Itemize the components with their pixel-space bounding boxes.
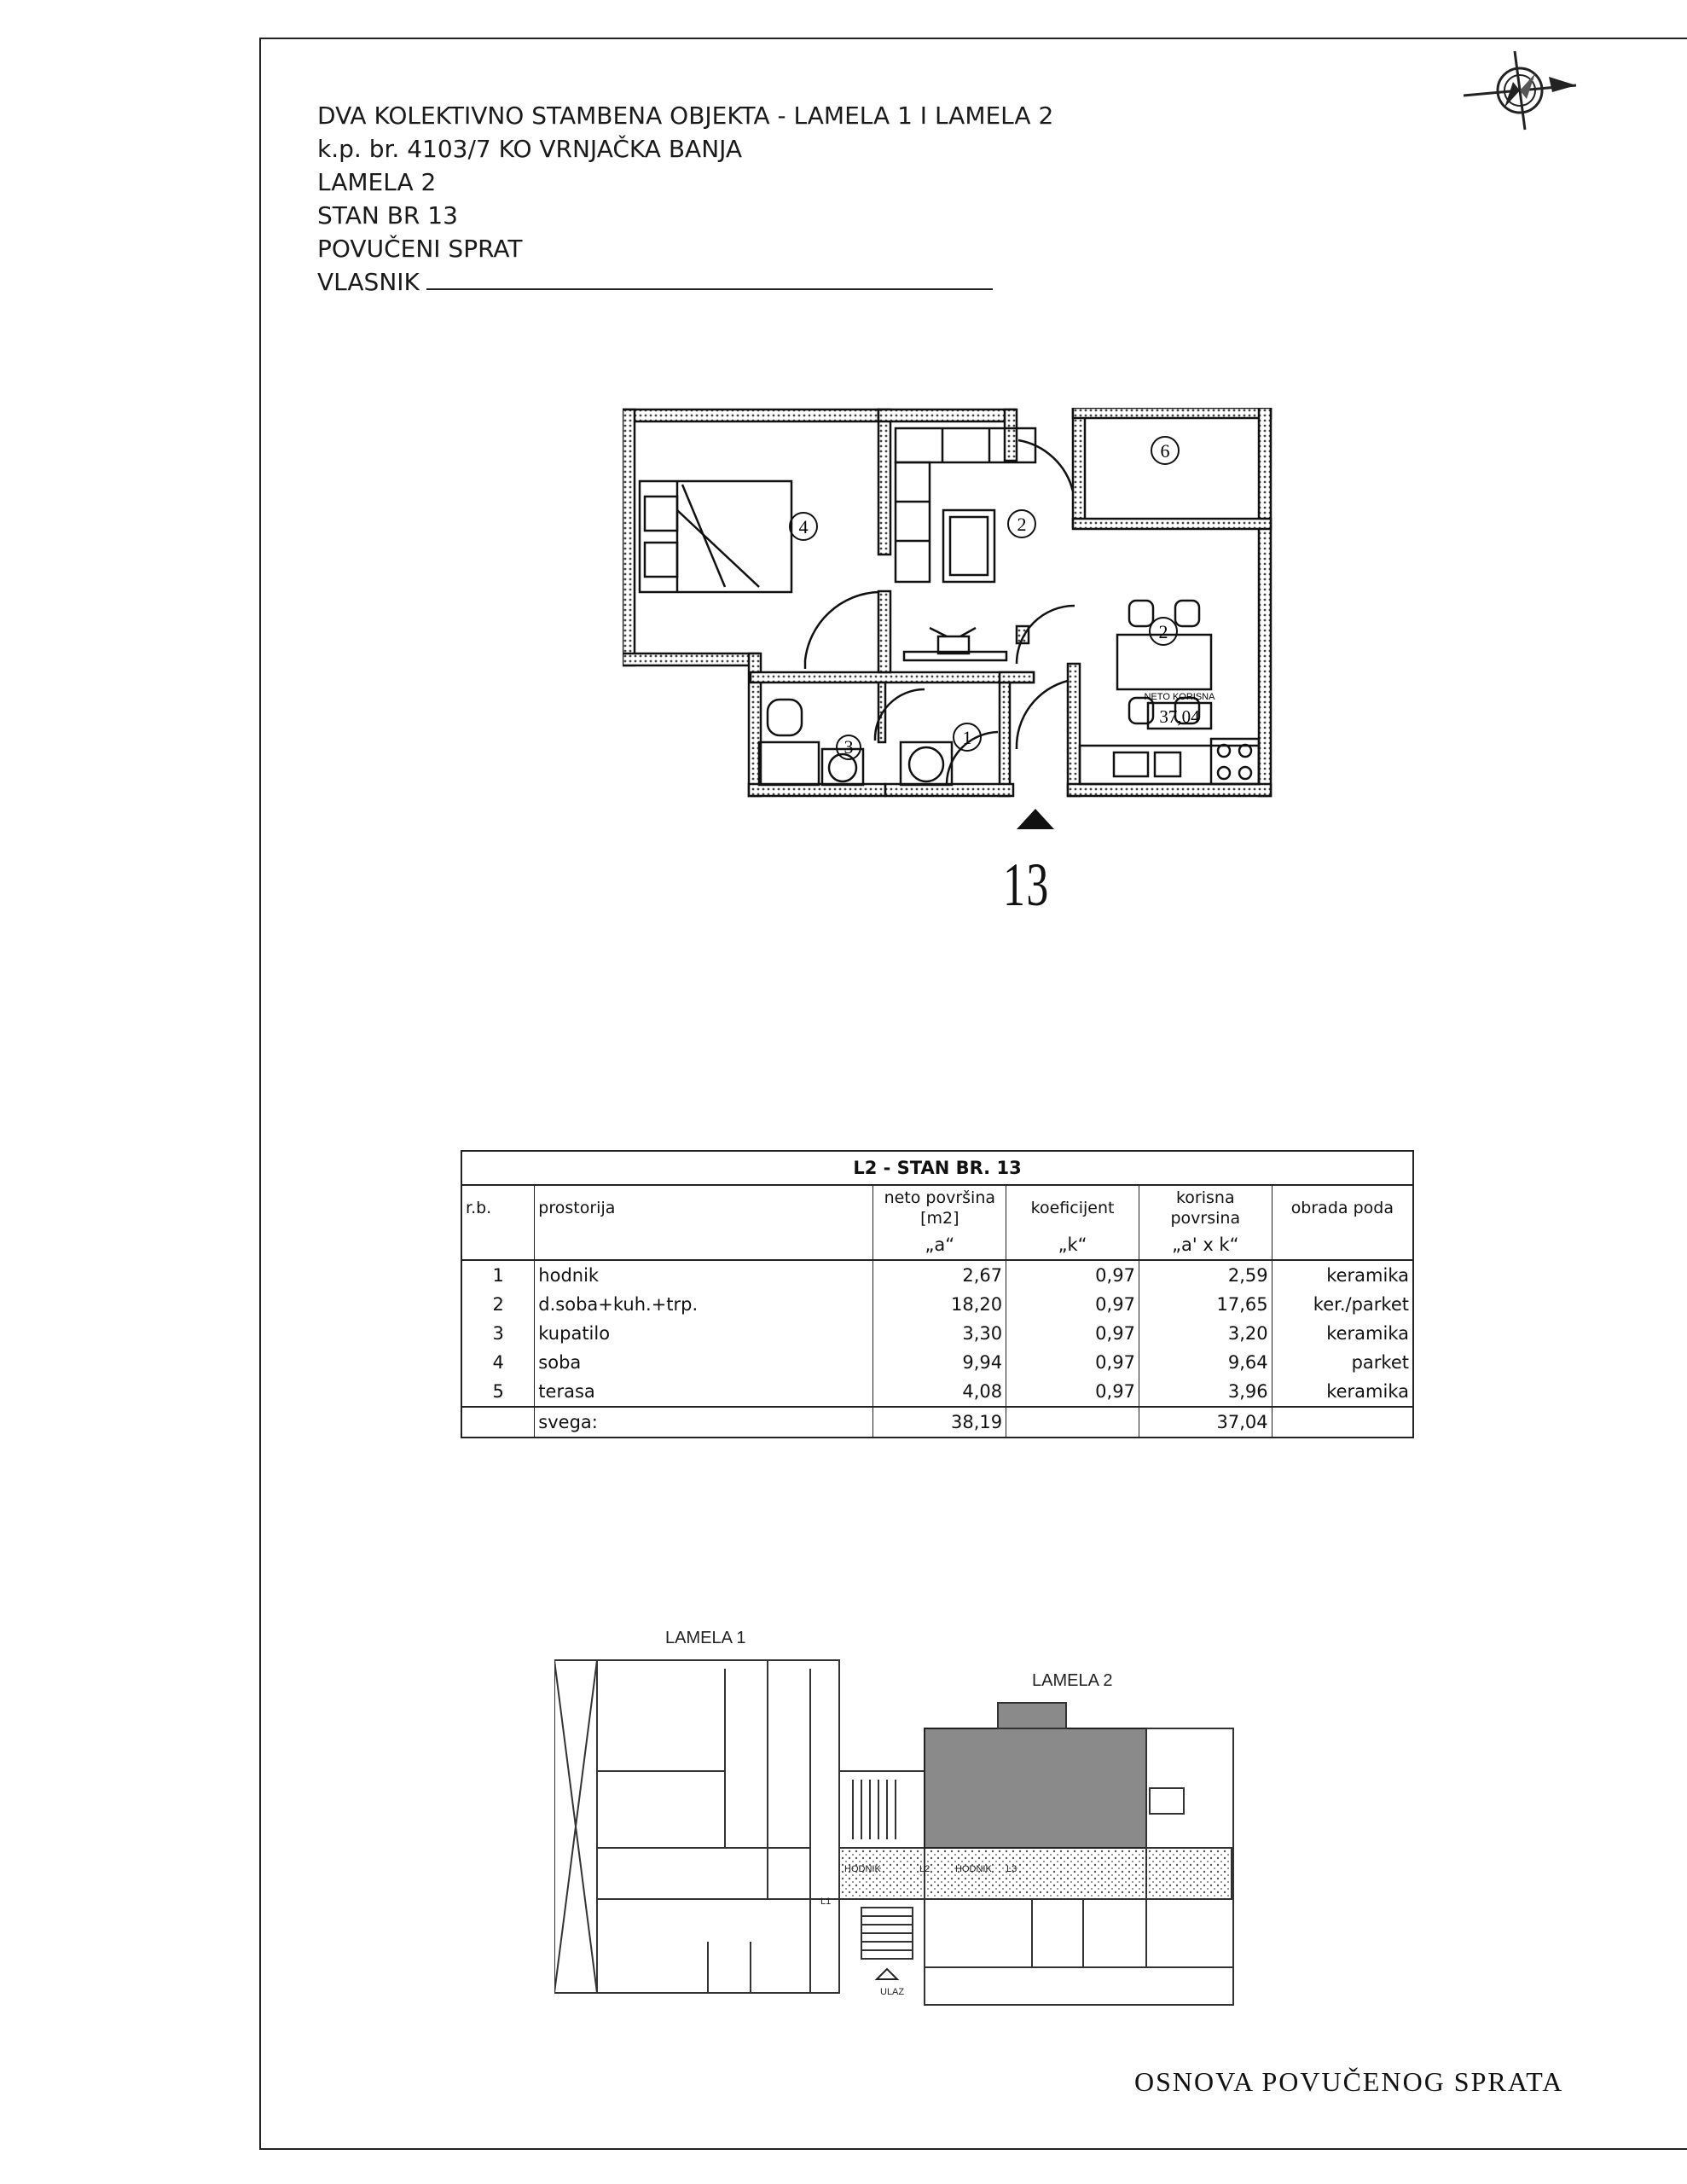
sub-net: „a“ bbox=[873, 1230, 1006, 1260]
apartment-floor-plan bbox=[623, 408, 1313, 868]
table-row: 4 soba 9,94 0,97 9,64 parket bbox=[461, 1348, 1413, 1377]
net-area-value: 37,04 bbox=[1159, 706, 1200, 727]
area-table bbox=[461, 1150, 1414, 1438]
entrance-arrow-icon bbox=[1017, 809, 1054, 829]
sub-coef: „k“ bbox=[1006, 1230, 1139, 1260]
table-row: 1 hodnik 2,67 0,97 2,59 keramika bbox=[461, 1260, 1413, 1290]
net-area-caption: NETO KORISNA bbox=[1144, 692, 1215, 702]
l1-label: L1 bbox=[820, 1896, 832, 1907]
col-net: neto površina [m2] bbox=[873, 1185, 1006, 1230]
room-label-2b: 2 bbox=[1158, 621, 1168, 642]
lamela-label: LAMELA 2 bbox=[317, 168, 437, 196]
project-title: DVA KOLEKTIVNO STAMBENA OBJEKTA - LAMELA 1 I LAMELA 2 bbox=[317, 102, 1054, 130]
lamela1-label: LAMELA 1 bbox=[665, 1629, 746, 1647]
site-key-plan bbox=[554, 1618, 1237, 2010]
table-title: L2 - STAN BR. 13 bbox=[461, 1151, 1413, 1185]
col-floor: obrada poda bbox=[1272, 1185, 1413, 1230]
table-row: 2 d.soba+kuh.+trp. 18,20 0,97 17,65 ker./parket bbox=[461, 1290, 1413, 1319]
table-row: 5 terasa 4,08 0,97 3,96 keramika bbox=[461, 1377, 1413, 1407]
col-rb: r.b. bbox=[461, 1185, 535, 1230]
room-label-1: 1 bbox=[962, 727, 972, 748]
room-label-2a: 2 bbox=[1017, 514, 1027, 535]
room-label-6: 6 bbox=[1160, 440, 1170, 462]
owner-row bbox=[317, 265, 1053, 299]
corridor2-label: HODNIK bbox=[955, 1864, 992, 1874]
drawing-title: OSNOVA POVUČENOG SPRATA bbox=[1134, 2066, 1564, 2097]
floor-label: POVUČENI SPRAT bbox=[317, 235, 523, 263]
table-total-row: svega: 38,19 37,04 bbox=[461, 1407, 1413, 1438]
entrance-label: ULAZ bbox=[880, 1987, 905, 1997]
north-arrow-icon bbox=[1460, 48, 1580, 136]
owner-label: VLASNIK bbox=[317, 268, 420, 296]
table-row: 3 kupatilo 3,30 0,97 3,20 keramika bbox=[461, 1319, 1413, 1348]
corridor1-label: HODNIK bbox=[844, 1864, 881, 1874]
owner-blank-line bbox=[426, 266, 993, 290]
parcel-info: k.p. br. 4103/7 KO VRNJAČKA BANJA bbox=[317, 135, 743, 163]
room-label-3: 3 bbox=[844, 736, 854, 758]
apartment-label: STAN BR 13 bbox=[317, 201, 458, 229]
col-coef: koeficijent bbox=[1006, 1185, 1139, 1230]
col-usable: korisna povrsina bbox=[1139, 1185, 1272, 1230]
apartment-number: 13 bbox=[1003, 851, 1050, 919]
l2-label: L2 bbox=[919, 1864, 930, 1874]
col-room: prostorija bbox=[535, 1185, 873, 1230]
lamela2-label: LAMELA 2 bbox=[1032, 1671, 1113, 1690]
title-block bbox=[317, 99, 1053, 299]
l3-label: L3 bbox=[1006, 1864, 1017, 1874]
sub-usable: „a' x k“ bbox=[1139, 1230, 1272, 1260]
room-label-4: 4 bbox=[798, 516, 809, 537]
entrance-icon bbox=[877, 1969, 897, 1979]
